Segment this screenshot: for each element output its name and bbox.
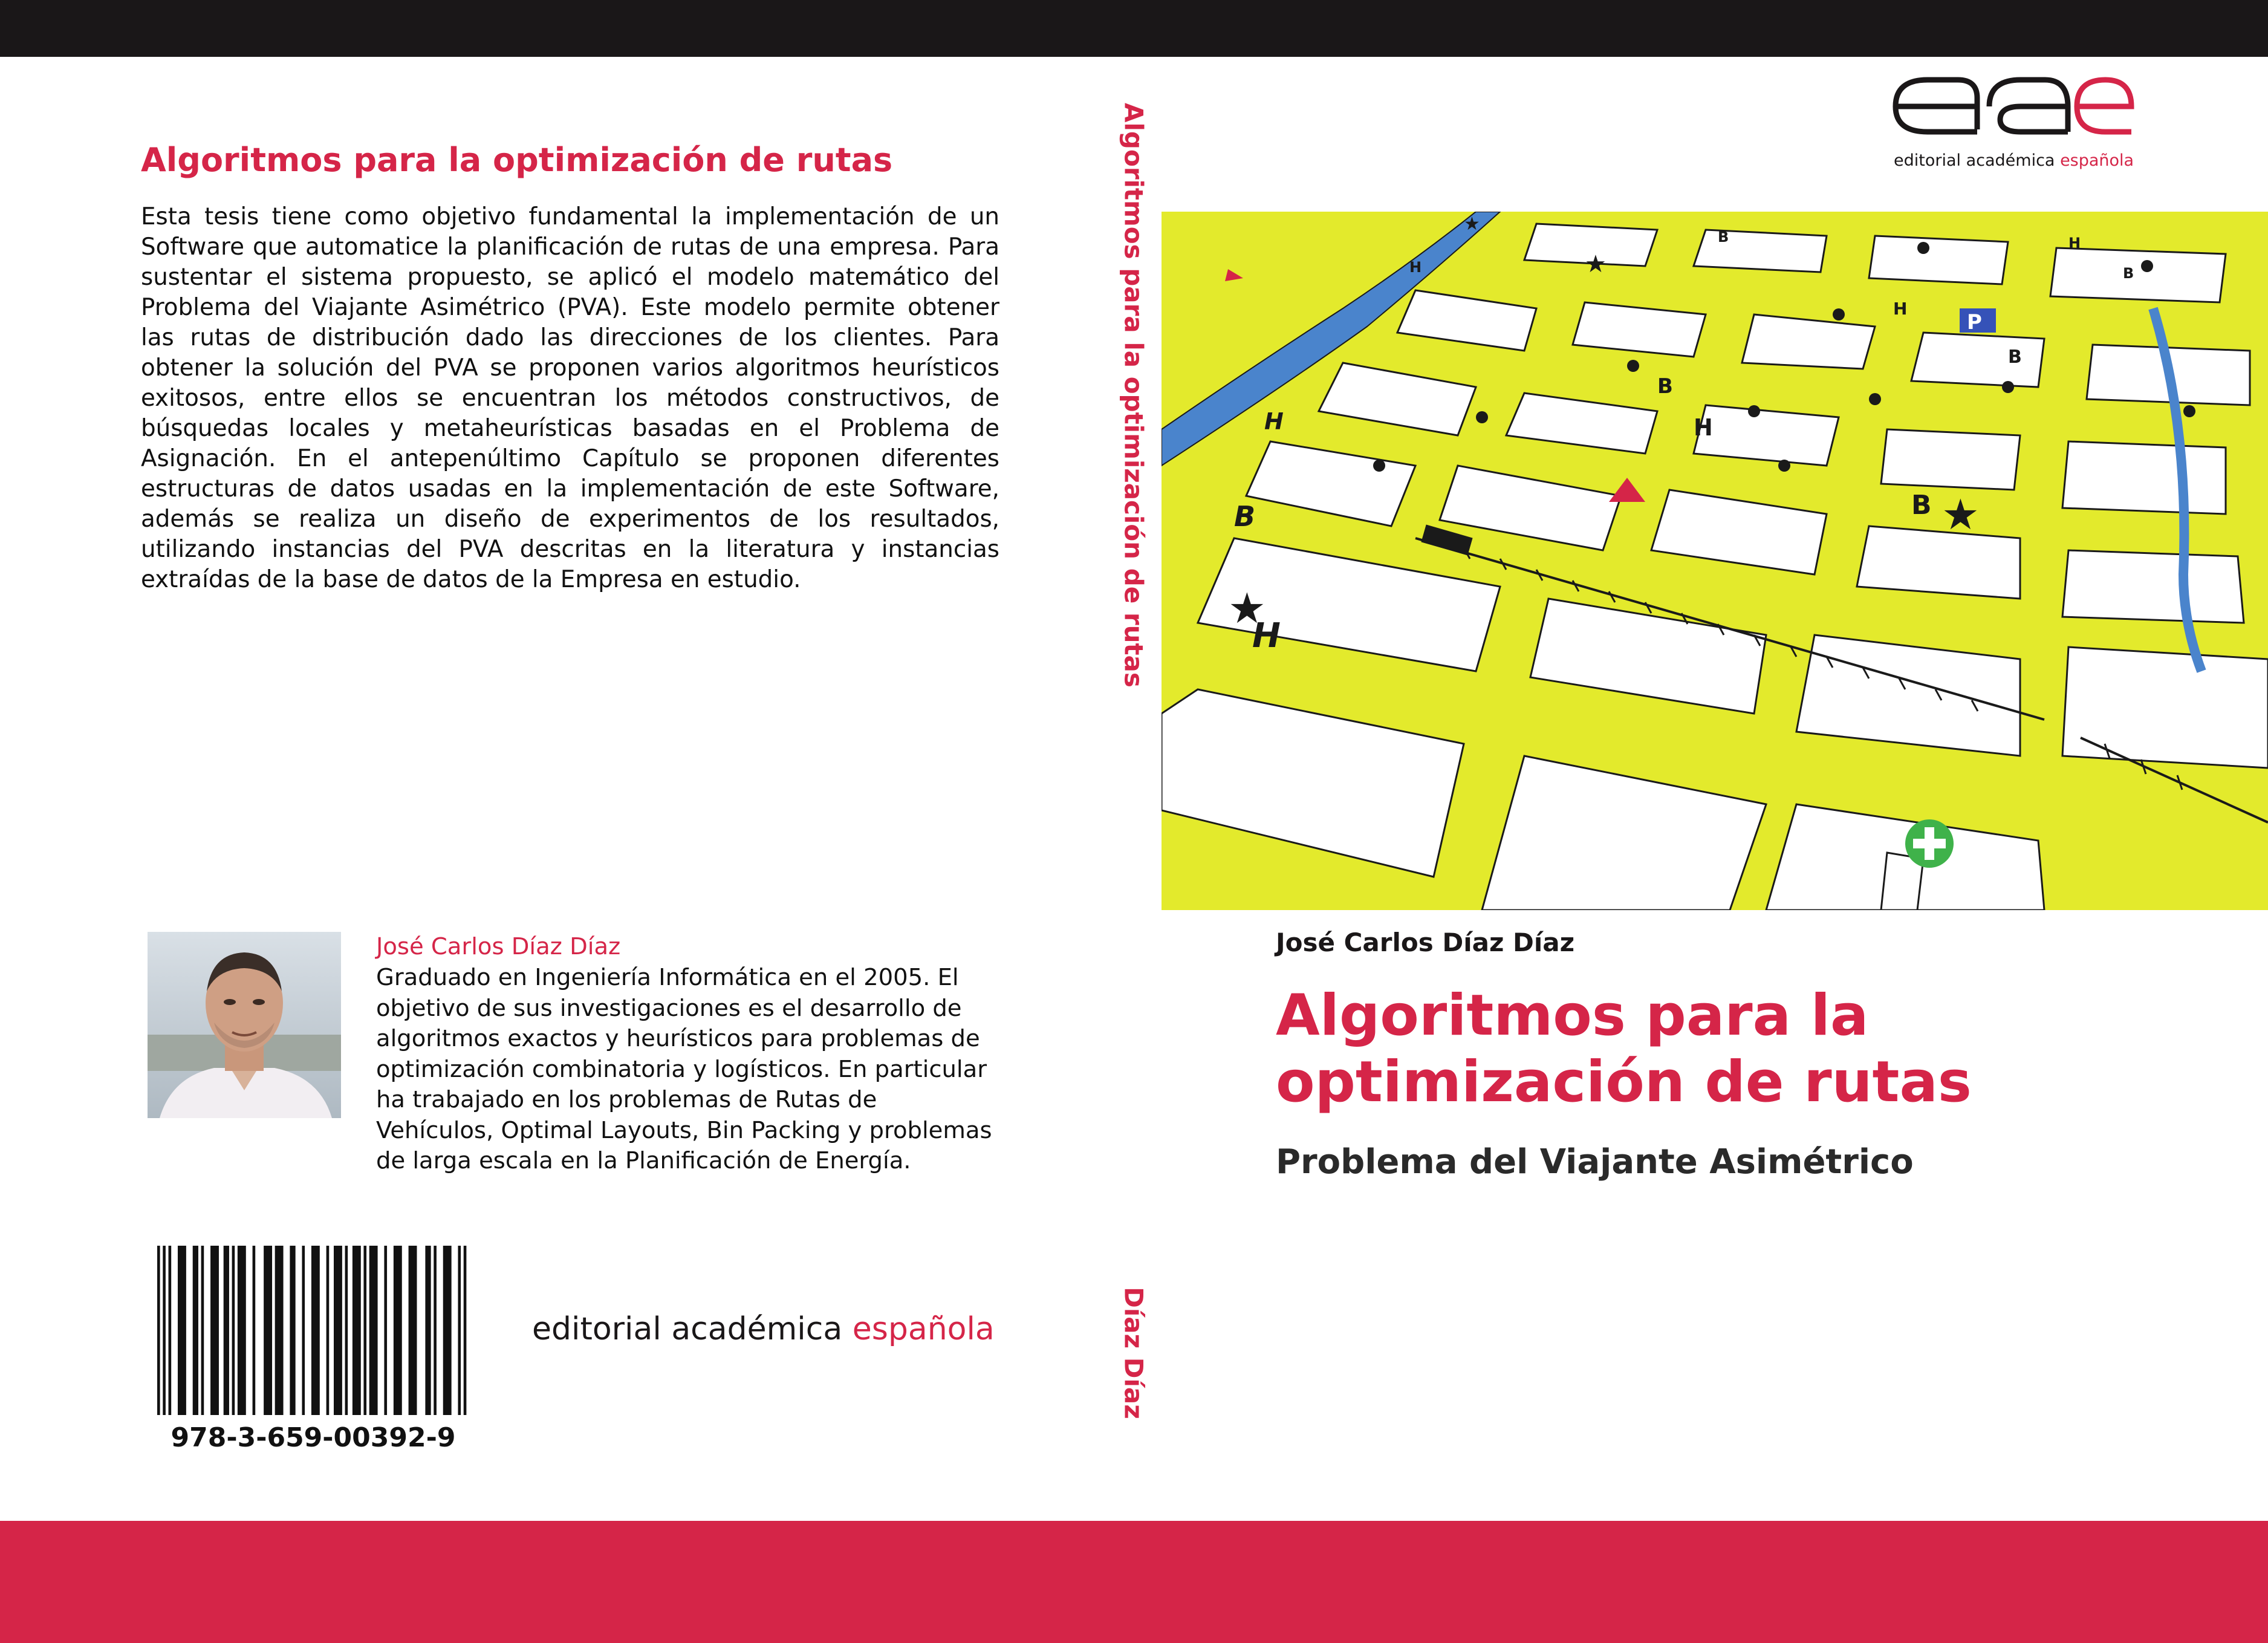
logo-text-accent: española — [2060, 151, 2134, 170]
barcode-bar — [425, 1246, 431, 1415]
map-label-h4: H — [1893, 299, 1908, 319]
barcode-bar — [363, 1246, 366, 1415]
barcode-bar — [193, 1246, 198, 1415]
back-publisher-name — [532, 1311, 995, 1347]
cover-street-map — [1162, 212, 2268, 910]
map-label-b6: B — [2123, 265, 2134, 282]
map-label-h: H — [1252, 616, 1281, 656]
barcode-bar — [163, 1246, 166, 1415]
barcode-bar — [345, 1246, 348, 1415]
map-label-b5: B — [1718, 229, 1729, 246]
map-label-p: P — [1967, 310, 1982, 334]
spine-title: Algoritmos para la optimización de rutas — [1119, 103, 1149, 688]
barcode-bar — [464, 1246, 467, 1415]
barcode-bar — [157, 1246, 160, 1415]
barcode-bar — [253, 1246, 256, 1415]
barcode-bar — [201, 1246, 204, 1415]
barcode-bar — [264, 1246, 272, 1415]
publisher-accent: española — [852, 1311, 995, 1347]
map-label-h5: H — [1409, 259, 1422, 276]
bottom-band — [0, 1521, 2268, 1643]
spine-author: Díaz Díaz — [1119, 1287, 1149, 1419]
logo-text-main: editorial académica — [1894, 151, 2055, 170]
spine-author-area — [1088, 1287, 1179, 1420]
publisher-main: editorial académica — [532, 1311, 843, 1347]
svg-text:★: ★ — [1228, 584, 1266, 633]
top-band — [0, 0, 2268, 57]
back-cover-title: Algoritmos para la optimización de rutas — [141, 141, 893, 179]
barcode-bar — [232, 1246, 235, 1415]
front-subtitle: Problema del Viajante Asimétrico — [1276, 1142, 1914, 1182]
barcode-bar — [409, 1246, 417, 1415]
svg-text:★: ★ — [1585, 250, 1607, 278]
barcode-bar — [443, 1246, 452, 1415]
bio-author-name: José Carlos Díaz Díaz — [376, 933, 621, 960]
map-label-b2: B — [1234, 500, 1256, 533]
isbn-number: 978-3-659-00392-9 — [171, 1422, 456, 1453]
barcode-bar — [327, 1246, 330, 1415]
barcode-bar — [353, 1246, 361, 1415]
barcode-bar — [334, 1246, 342, 1415]
barcode-bar — [311, 1246, 320, 1415]
barcode-bar — [302, 1246, 305, 1415]
author-bio: Graduado en Ingeniería Informática en el 2005. El objetivo de sus investigaciones es el desarrollo de algoritmos exactos y heurísticos para problemas de optimización combinatoria y logísticos. En particular ha trabajado en los problemas de Rutas de Vehículos, Optimal Layouts, Bin Packing y problemas de larga escala en la Planificación de Energía. — [376, 964, 992, 1174]
barcode-bar — [210, 1246, 219, 1415]
map-label-h6: H — [2068, 235, 2081, 252]
map-label-b: B — [1911, 490, 1932, 521]
front-author: José Carlos Díaz Díaz — [1276, 928, 1575, 957]
back-cover-blurb: Esta tesis tiene como objetivo fundamental la implementación de un Software que automatice la planificación de rutas de una empresa. Para sustentar el sistema propuesto, se aplicó el modelo matemático del Problema del Viajante Asimétrico (PVA). Este modelo permite obtener las rutas de distribución dado las direcciones de los clientes. Para obtener la solución del PVA se proponen varios algoritmos heurísticos exitosos, entre ellos se encuentran los métodos constructivos, de búsquedas locales y metaheurísticas basadas en el Problema de Asignación. En el antepenúltimo Capítulo se proponen diferentes estructuras de datos usadas en la implementación de este Software, además se realiza un diseño de experimentos de los resultados, utilizando instancias del PVA descritas en la literatura y instancias extraídas de la base de datos de la Empresa en estudio. — [141, 203, 999, 593]
barcode-bar — [434, 1246, 437, 1415]
map-label-h3: H — [1264, 408, 1284, 435]
barcode-bar — [290, 1246, 295, 1415]
map-label-h2: H — [1694, 414, 1713, 441]
barcode-bar — [384, 1246, 387, 1415]
barcode-bar — [369, 1246, 378, 1415]
barcode-bar — [238, 1246, 246, 1415]
barcode-bar — [275, 1246, 284, 1415]
barcode-bar — [178, 1246, 186, 1415]
barcode-bar — [458, 1246, 461, 1415]
map-label-b3: B — [1657, 374, 1673, 399]
front-title: Algoritmos para la optimización de rutas — [1276, 983, 1972, 1115]
barcode-bar — [224, 1246, 229, 1415]
svg-text:editorial académica española — [1894, 151, 2134, 170]
isbn-barcode — [156, 1246, 470, 1415]
map-label-b4: B — [2008, 346, 2022, 368]
barcode-bar — [169, 1246, 172, 1415]
svg-text:★: ★ — [1464, 213, 1480, 235]
publisher-logo — [1886, 71, 2140, 174]
svg-text:★: ★ — [1941, 490, 1980, 539]
author-photo — [148, 932, 341, 1118]
barcode-bar — [394, 1246, 402, 1415]
